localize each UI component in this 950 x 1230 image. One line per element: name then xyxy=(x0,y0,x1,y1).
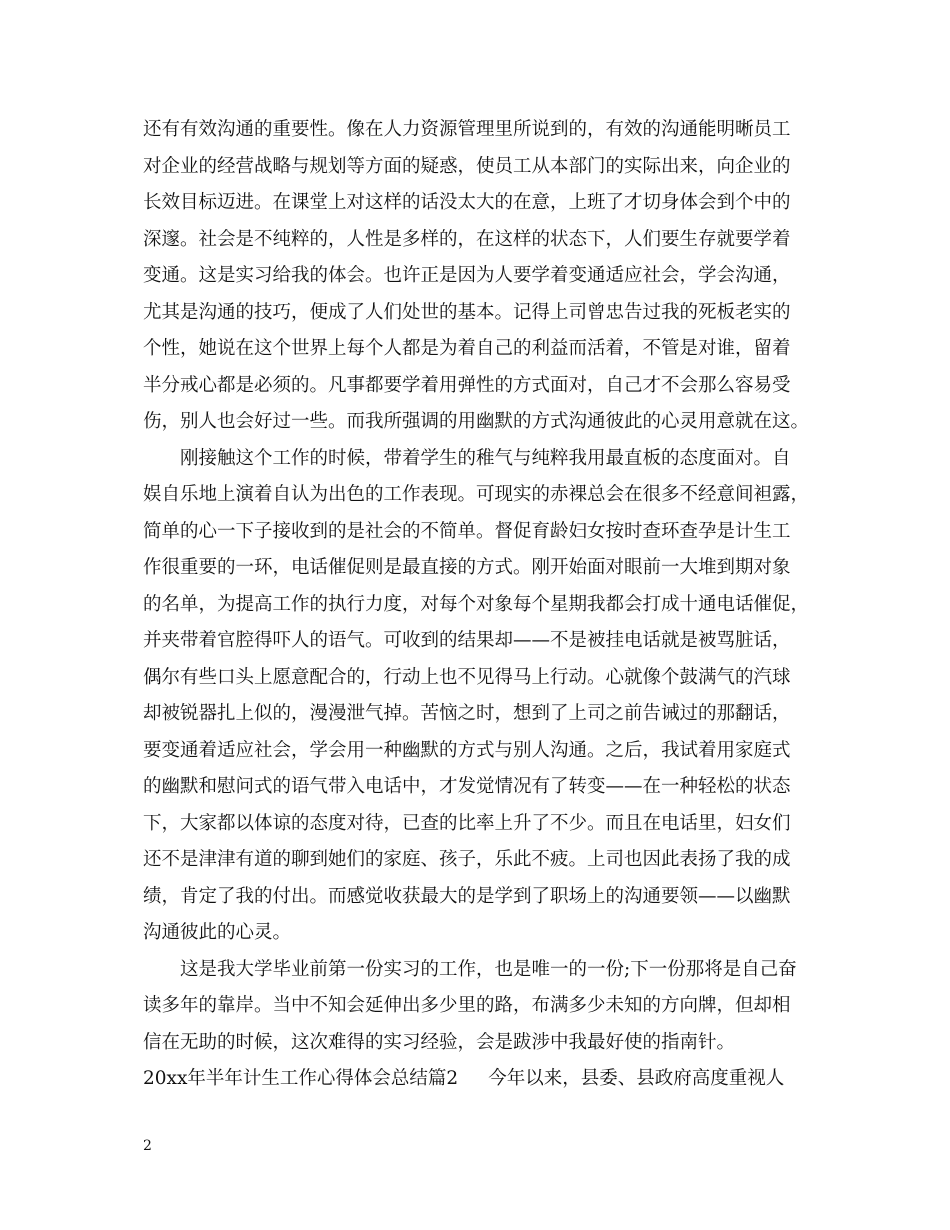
text-line: 却被锐器扎上似的，漫漫泄气掉。苦恼之时，想到了上司之前告诫过的那翻话， xyxy=(143,703,791,724)
paragraph-first-line: 这是我大学毕业前第一份实习的工作，也是唯一的一份;下一份那将是自己奋 xyxy=(143,959,797,980)
text-line: 对企业的经营战略与规划等方面的疑惑，使员工从本部门的实际出来，向企业的 xyxy=(143,156,791,177)
text-line: 的幽默和慰问式的语气带入电话中，才发觉情况有了转变——在一种轻松的状态 xyxy=(143,776,791,797)
text-line: 沟通彼此的心灵。 xyxy=(143,922,292,943)
text-line: 要变通着适应社会，学会用一种幽默的方式与别人沟通。之后，我试着用家庭式 xyxy=(143,740,791,761)
paragraph-first-line: 刚接触这个工作的时候，带着学生的稚气与纯粹我用最直板的态度面对。自 xyxy=(143,448,791,469)
text-line: 娱自乐地上演着自认为出色的工作表现。可现实的赤裸总会在很多不经意间袒露， xyxy=(143,484,810,505)
text-line: 作很重要的一环，电话催促则是最直接的方式。刚开始面对眼前一大堆到期对象 xyxy=(143,557,791,578)
text-line: 还有有效沟通的重要性。像在人力资源管理里所说到的，有效的沟通能明晰员工 xyxy=(143,119,791,140)
text-line: 个性，她说在这个世界上每个人都是为着自己的利益而活着，不管是对谁，留着 xyxy=(143,338,791,359)
section-continuation-text: 今年以来，县委、县政府高度重视人 xyxy=(488,1068,785,1089)
text-line: 下，大家都以体谅的态度对待，已查的比率上升了不少。而且在电话里，妇女们 xyxy=(143,813,791,834)
text-line: 伤，别人也会好过一些。而我所强调的用幽默的方式沟通彼此的心灵用意就在这。 xyxy=(143,411,810,432)
text-line: 的名单，为提高工作的执行力度，对每个对象每个星期我都会打成十通电话催促， xyxy=(143,594,810,615)
text-line: 还不是津津有道的聊到她们的家庭、孩子，乐此不疲。上司也因此表扬了我的成 xyxy=(143,849,791,870)
section-title: 20xx年半年计生工作心得体会总结篇2 xyxy=(143,1068,459,1089)
text-line: 变通。这是实习给我的体会。也许正是因为人要学着变通适应社会，学会沟通， xyxy=(143,265,791,286)
text-line: 长效目标迈进。在课堂上对这样的话没太大的在意，上班了才切身体会到个中的 xyxy=(143,192,791,213)
text-line: 并夹带着官腔得吓人的语气。可收到的结果却——不是被挂电话就是被骂脏话， xyxy=(143,630,791,651)
section-heading-line xyxy=(143,1067,813,1091)
text-line: 绩，肯定了我的付出。而感觉收获最大的是学到了职场上的沟通要领——以幽默 xyxy=(143,886,791,907)
text-line: 偶尔有些口头上愿意配合的，行动上也不见得马上行动。心就像个鼓满气的汽球 xyxy=(143,667,791,688)
text-line: 半分戒心都是必须的。凡事都要学着用弹性的方式面对，自己才不会那么容易受 xyxy=(143,375,791,396)
text-line: 读多年的靠岸。当中不知会延伸出多少里的路，布满多少未知的方向牌，但却相 xyxy=(143,995,791,1016)
text-line: 深邃。社会是不纯粹的，人性是多样的，在这样的状态下，人们要生存就要学着 xyxy=(143,229,791,250)
text-line: 简单的心一下子接收到的是社会的不简单。督促育龄妇女按时查环查孕是计生工 xyxy=(143,521,791,542)
page-number: 2 xyxy=(143,1138,152,1154)
text-line: 信在无助的时候，这次难得的实习经验，会是跋涉中我最好使的指南针。 xyxy=(143,1032,736,1053)
text-line: 尤其是沟通的技巧，便成了人们处世的基本。记得上司曾忠告过我的死板老实的 xyxy=(143,302,791,323)
